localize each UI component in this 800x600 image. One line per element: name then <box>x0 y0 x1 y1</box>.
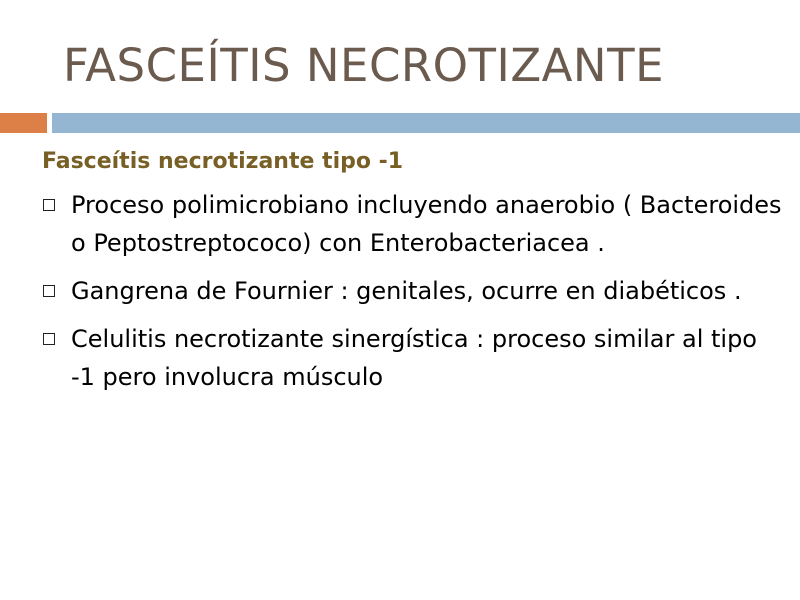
square-bullet-icon <box>43 199 55 211</box>
subheading: Fasceítis necrotizante tipo -1 <box>42 149 404 174</box>
bullet-list <box>42 186 782 396</box>
bullet-item <box>42 272 782 310</box>
title-rule-accent <box>0 113 47 133</box>
bullet-item <box>42 186 782 262</box>
bullet-text: Proceso polimicrobiano incluyendo anaerobio ( Bacteroides o Peptostreptococo) con Enterobacteriacea . <box>71 191 782 257</box>
bullet-text: Celulitis necrotizante sinergística : proceso similar al tipo -1 pero involucra músculo <box>71 325 757 391</box>
bullet-item <box>42 320 782 396</box>
square-bullet-icon <box>43 333 55 345</box>
bullet-text: Gangrena de Fournier : genitales, ocurre en diabéticos . <box>71 277 742 305</box>
square-bullet-icon <box>43 285 55 297</box>
slide-title: FASCEÍTIS NECROTIZANTE <box>63 39 665 92</box>
title-rule-bar <box>52 113 800 133</box>
slide-body <box>42 148 782 406</box>
